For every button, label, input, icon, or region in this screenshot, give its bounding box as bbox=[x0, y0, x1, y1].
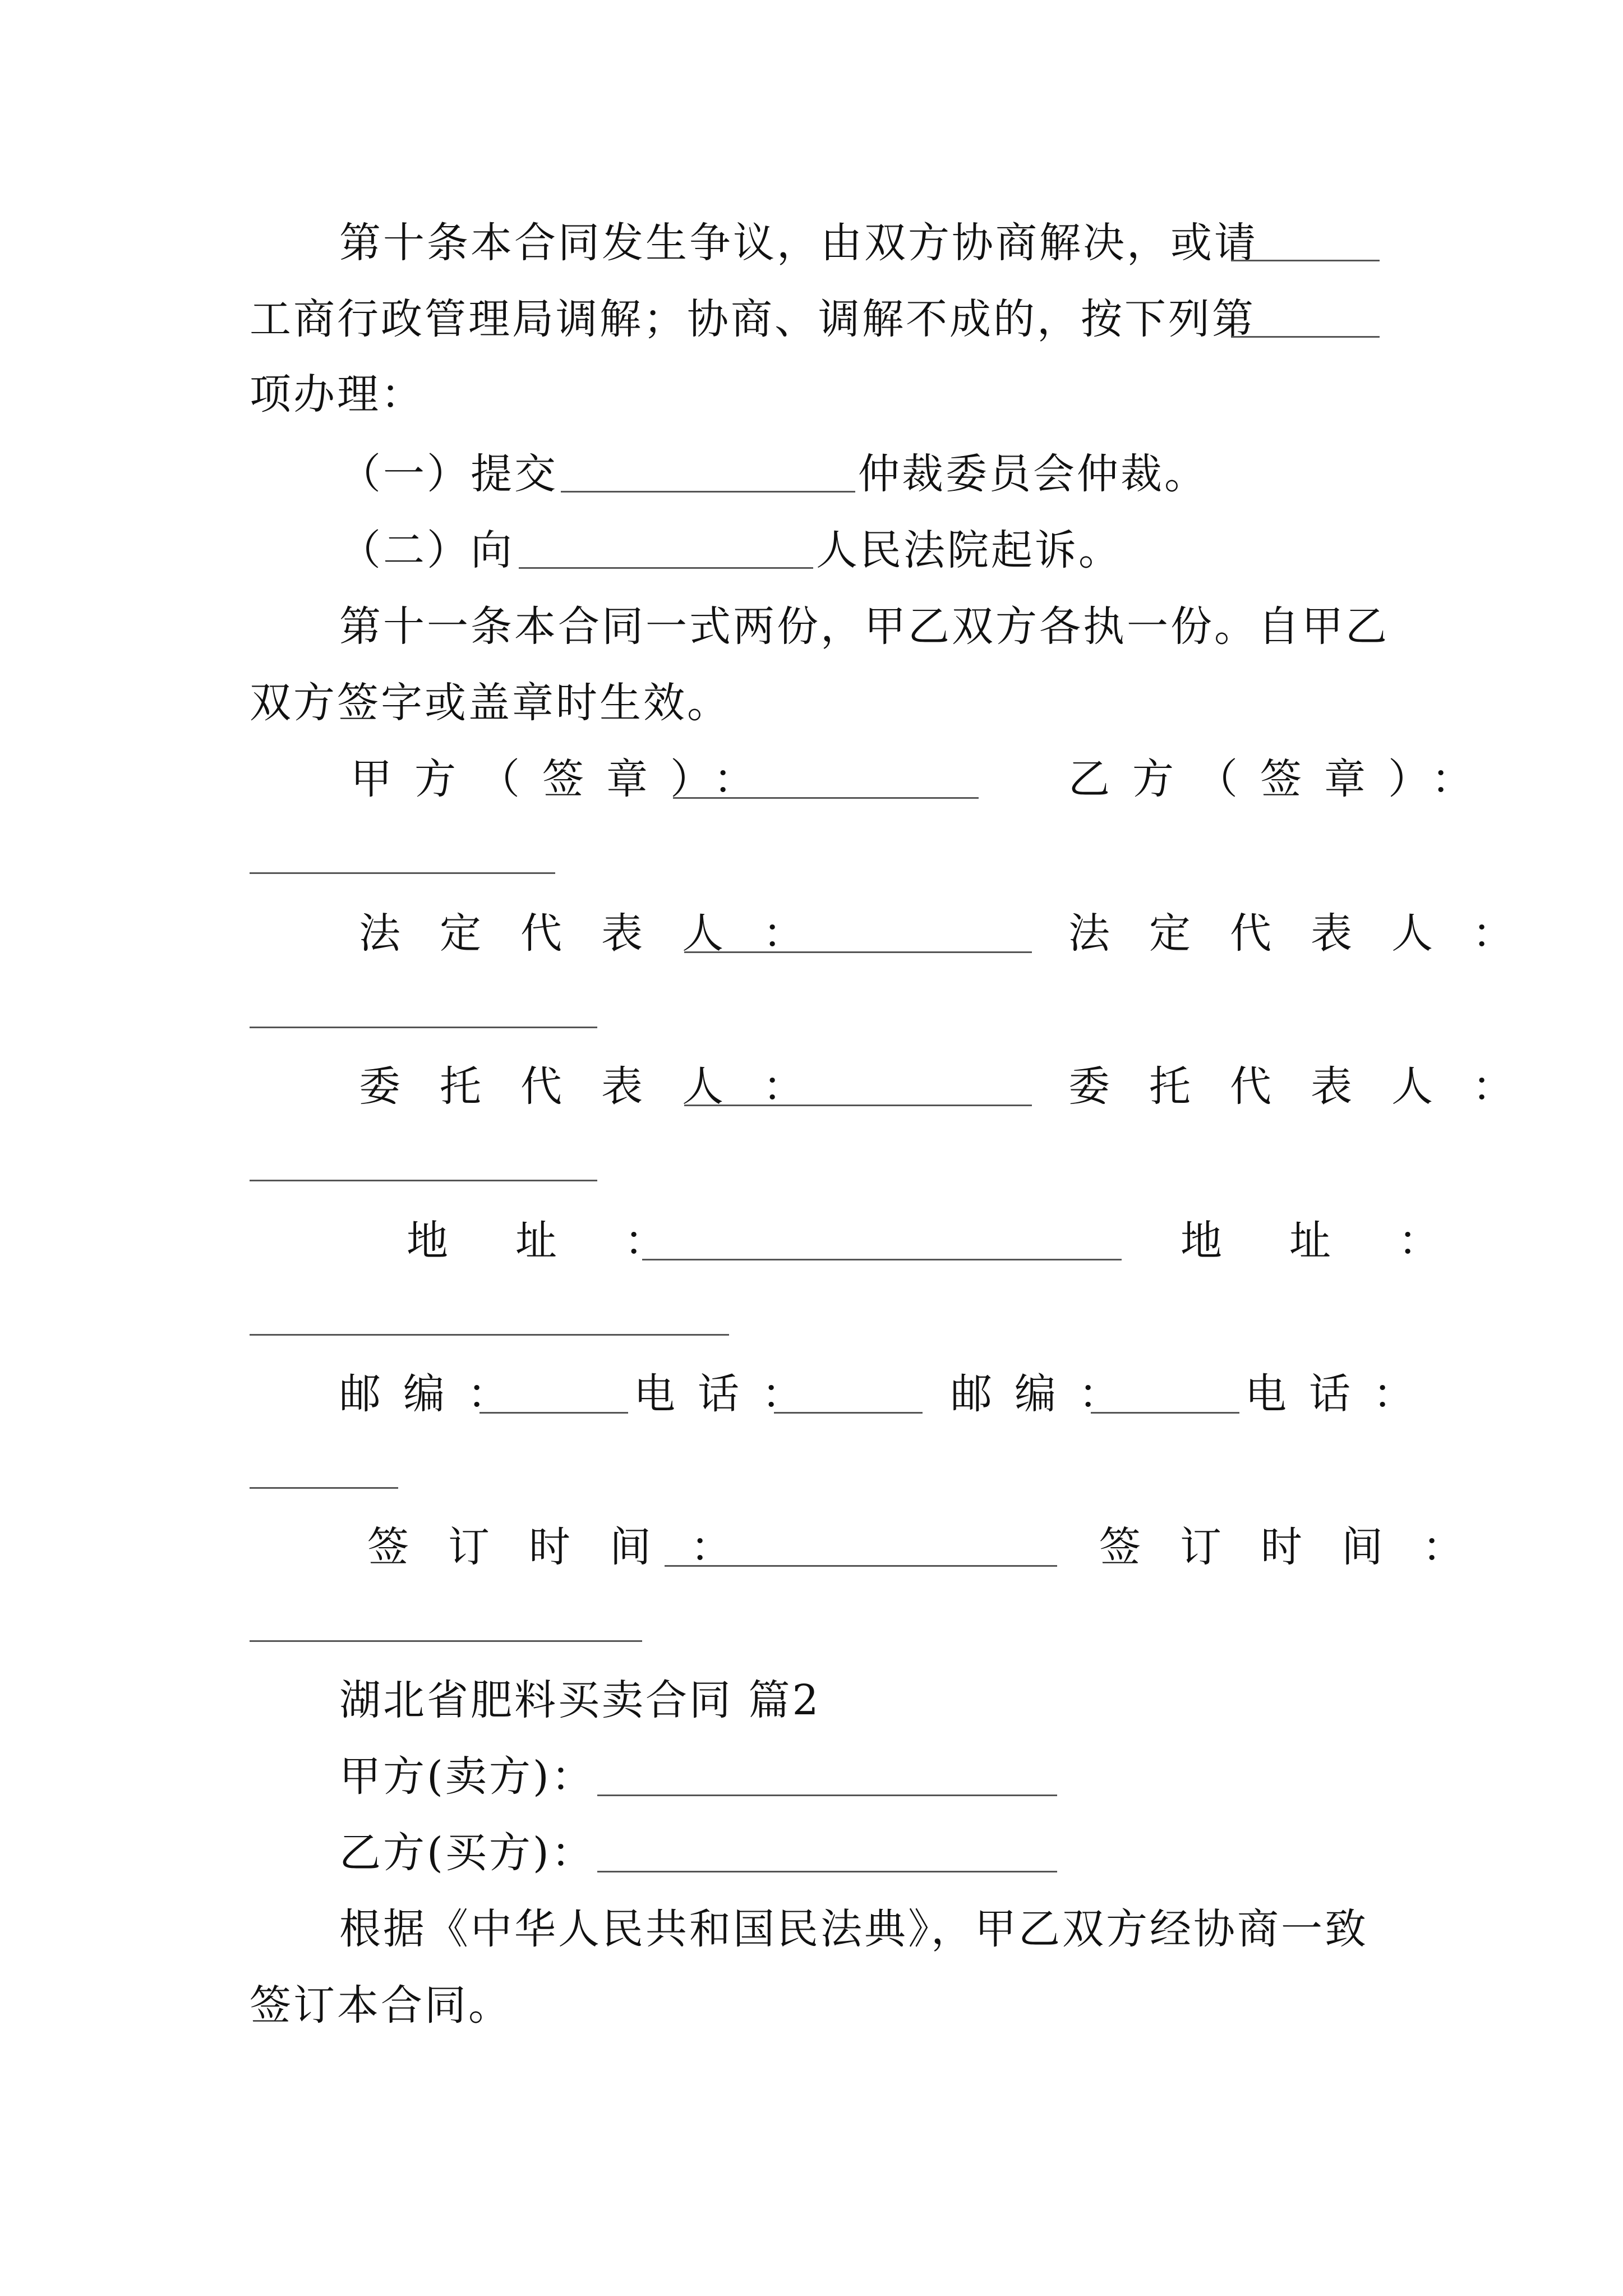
blank-party-b-signature bbox=[250, 872, 555, 874]
party-a-zip-label: 邮编： bbox=[339, 1370, 531, 1418]
party-a-phone-label: 电话： bbox=[634, 1370, 826, 1418]
option-1-label: （一）提交 bbox=[339, 450, 558, 498]
basis-line-1 bbox=[0, 1895, 1368, 1963]
blank-party-b-agent bbox=[250, 1180, 597, 1181]
article-10-text-3: 项办理： bbox=[250, 370, 425, 418]
blank-party-a-zip bbox=[479, 1412, 628, 1414]
blank-court bbox=[519, 567, 813, 569]
party-b-signature-label: 乙方（签章）： bbox=[1068, 755, 1495, 803]
zip-phone-line bbox=[0, 1360, 1437, 1428]
option-1-line bbox=[0, 440, 1208, 508]
section-2-title-line bbox=[0, 1667, 821, 1734]
sign-date-line bbox=[0, 1513, 1503, 1581]
party-a-agent-label: 委托代表人： bbox=[359, 1062, 843, 1111]
party-a-legal-rep-label: 法定代表人： bbox=[359, 909, 843, 958]
article-10-line-2 bbox=[0, 286, 1256, 353]
blank-party-a-legal-rep bbox=[684, 951, 1032, 953]
option-2-suffix: 人民法院起诉。 bbox=[816, 526, 1122, 574]
party-b-zip-label: 邮编： bbox=[951, 1370, 1142, 1418]
seller-line bbox=[0, 1743, 595, 1810]
blank-party-a-address bbox=[642, 1259, 1122, 1260]
article-10-text-2: 工商行政管理局调解；协商、调解不成的，按下列第 bbox=[250, 295, 1256, 343]
article-10-line-1 bbox=[0, 209, 1258, 277]
option-2-label: （二）向 bbox=[339, 526, 514, 574]
blank-party-a-phone bbox=[774, 1412, 923, 1414]
blank-party-b-zip bbox=[1091, 1412, 1239, 1414]
article-11-text-2: 双方签字或盖章时生效。 bbox=[250, 679, 731, 727]
party-a-address-label: 地址： bbox=[407, 1217, 733, 1265]
basis-text-2: 签订本合同。 bbox=[250, 1981, 512, 2030]
article-10-text-1: 第十条本合同发生争议，由双方协商解决，或请 bbox=[339, 219, 1258, 267]
article-10-line-3 bbox=[0, 361, 425, 428]
party-a-sign-date-label: 签订时间： bbox=[367, 1523, 771, 1571]
basis-line-2 bbox=[0, 1972, 512, 2039]
blank-buyer bbox=[597, 1871, 1057, 1872]
blank-arbitration-committee bbox=[561, 491, 855, 493]
basis-text-1: 根据《中华人民共和国民法典》，甲乙双方经协商一致 bbox=[339, 1905, 1368, 1953]
seller-label: 甲方(卖方)： bbox=[339, 1752, 595, 1801]
legal-rep-line bbox=[0, 900, 1553, 967]
blank-party-b-sign-date bbox=[250, 1640, 642, 1642]
agent-line bbox=[0, 1053, 1553, 1120]
option-2-line bbox=[0, 517, 1122, 584]
party-b-agent-label: 委托代表人： bbox=[1068, 1062, 1553, 1111]
buyer-label: 乙方(买方)： bbox=[339, 1829, 595, 1877]
blank-party-a-sign-date bbox=[665, 1565, 1057, 1567]
buyer-line bbox=[0, 1819, 595, 1887]
article-11-line-2 bbox=[0, 669, 731, 737]
blank-seller bbox=[597, 1795, 1057, 1796]
blank-party-a-agent bbox=[684, 1105, 1032, 1106]
blank-option-number bbox=[1231, 336, 1380, 338]
blank-mediation-bureau bbox=[1231, 260, 1380, 261]
party-a-signature-label: 甲方（签章）： bbox=[351, 755, 777, 803]
address-line bbox=[0, 1207, 1507, 1274]
party-b-phone-label: 电话： bbox=[1245, 1370, 1437, 1418]
party-b-sign-date-label: 签订时间： bbox=[1099, 1523, 1503, 1571]
blank-party-b-phone bbox=[250, 1487, 398, 1489]
blank-party-b-legal-rep bbox=[250, 1027, 597, 1028]
party-b-legal-rep-label: 法定代表人： bbox=[1068, 909, 1553, 958]
article-11-line-1 bbox=[0, 593, 1389, 660]
section-2-title: 湖北省肥料买卖合同 篇2 bbox=[339, 1676, 821, 1724]
blank-party-a-signature bbox=[673, 797, 979, 799]
signature-line bbox=[0, 746, 1495, 813]
option-1-suffix: 仲裁委员会仲裁。 bbox=[858, 450, 1208, 498]
blank-party-b-address bbox=[250, 1334, 729, 1336]
article-11-text-1: 第十一条本合同一式两份，甲乙双方各执一份。自甲乙 bbox=[339, 602, 1389, 651]
party-b-address-label: 地址： bbox=[1181, 1217, 1507, 1265]
